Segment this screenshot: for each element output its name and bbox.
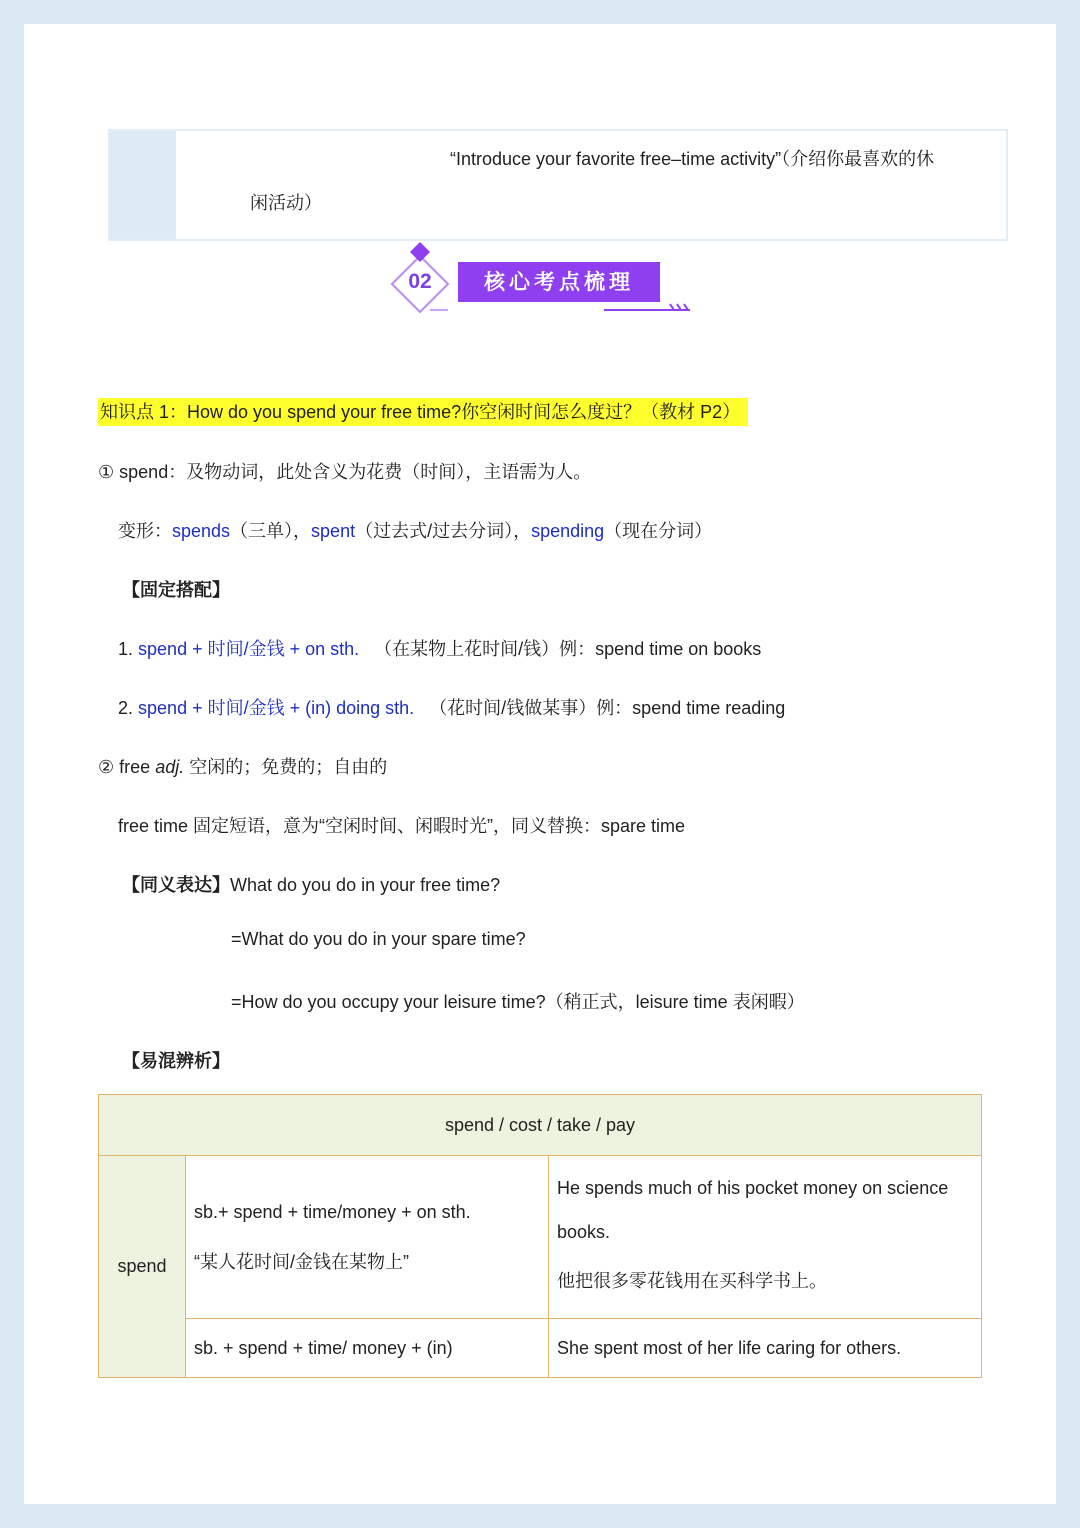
collocation-1-meaning: （在某物上花时间/钱）例：spend time on books <box>374 639 762 659</box>
synonym-heading: 【同义表达】 <box>122 875 230 895</box>
circle-number-1: ① <box>98 462 115 482</box>
example-2-en: She spent most of her life caring for others. <box>549 1319 982 1378</box>
spend-forms-line <box>118 517 712 543</box>
form-spent-note: （过去式/过去分词）， <box>355 521 532 541</box>
collocation-2-meaning: （花时间/钱做某事）例：spend time reading <box>429 698 786 718</box>
collocation-1 <box>118 635 761 661</box>
synonym-2: =What do you do in your spare time? <box>231 929 526 949</box>
table-row <box>99 1319 982 1378</box>
form-spent: spent <box>311 521 356 541</box>
example-1-en: He spends much of his pocket money on science books. <box>557 1178 949 1242</box>
table-header: spend / cost / take / pay <box>99 1095 982 1156</box>
pattern-1-meaning: “某人花时间/金钱在某物上” <box>194 1252 409 1272</box>
comparison-table <box>98 1094 982 1378</box>
confusion-heading: 【易混辨析】 <box>122 1051 230 1071</box>
document-page <box>24 24 1056 1504</box>
table-cell-example-1 <box>549 1156 982 1319</box>
collocation-heading: 【固定搭配】 <box>122 580 230 600</box>
collocation-2 <box>118 694 785 720</box>
spend-definition-line <box>98 458 591 484</box>
table-cell-pattern-1 <box>186 1156 549 1319</box>
form-spends: spends <box>172 521 231 541</box>
collocation-2-number: 2. <box>118 698 134 718</box>
spend-word: spend <box>119 462 169 482</box>
collocation-1-number: 1. <box>118 639 134 659</box>
form-spends-note: （三单）， <box>230 521 312 541</box>
collocation-1-pattern: spend + 时间/金钱 + on sth. <box>138 639 360 659</box>
free-pos: adj. <box>155 757 185 777</box>
synonym-3: =How do you occupy your leisure time?（稍正式，leisure time 表闲暇） <box>231 992 805 1012</box>
synonym-line-1 <box>122 871 500 897</box>
example-1-zh: 他把很多零花钱用在买科学书上。 <box>557 1271 827 1291</box>
intro-text-line-2: 闲活动） <box>250 193 322 213</box>
form-spending: spending <box>531 521 605 541</box>
table-row <box>99 1156 982 1319</box>
free-word: free <box>119 757 151 777</box>
pattern-1: sb.+ spend + time/money + on sth. <box>194 1202 471 1222</box>
badge-title: 核心考点梳理 <box>458 262 660 302</box>
forms-prefix: 变形： <box>118 521 172 541</box>
badge-number: 02 <box>408 270 432 293</box>
section-badge <box>390 238 700 318</box>
synonym-1: What do you do in your free time? <box>230 875 501 895</box>
knowledge-point-heading: 知识点 1：How do you spend your free time?你空闲时间怎么度过？ <box>100 402 642 422</box>
intro-accent-strip <box>110 131 176 239</box>
knowledge-point-title <box>98 398 748 424</box>
intro-text-line-1: “Introduce your favorite free–time activity”（介绍你最喜欢的休 <box>450 149 935 169</box>
table-row-label: spend <box>99 1156 186 1378</box>
pattern-2: sb. + spend + time/ money + (in) <box>186 1319 549 1378</box>
table-header-row <box>99 1095 982 1156</box>
collocation-2-pattern: spend + 时间/金钱 + (in) doing sth. <box>138 698 415 718</box>
free-definition: 空闲的；免费的；自由的 <box>189 757 388 777</box>
free-time-phrase: free time 固定短语，意为“空闲时间、闲暇时光”，同义替换：spare time <box>118 816 686 836</box>
knowledge-point-source: （教材 P2） <box>641 402 741 422</box>
spend-definition: ：及物动词，此处含义为花费（时间），主语需为人。 <box>168 462 592 482</box>
intro-box <box>108 129 1008 241</box>
circle-number-2: ② <box>98 757 115 777</box>
form-spending-note: （现在分词） <box>604 521 713 541</box>
free-definition-line <box>98 753 387 779</box>
